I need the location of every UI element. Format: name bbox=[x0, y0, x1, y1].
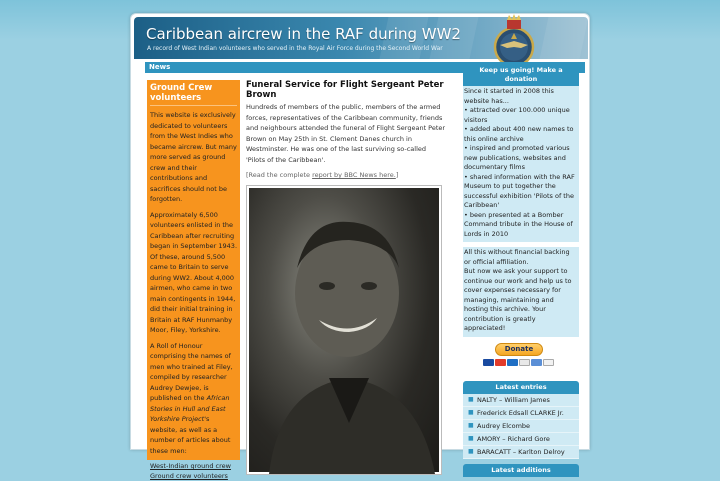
roll-of-honour-text: A Roll of Honour comprising the names of men who trained at Filey, compiled by researcher Audrey Dewjee, is published on the African Stories in Hull and East Yorkshire Project's website, as well as a number of articles about these men: bbox=[150, 341, 233, 455]
donation-box-text: Since it started in 2008 this website has... • attracted over 100.000 unique visitors • added about 400 new names to this online archive • inspired and promoted various new publications, websites and documentary films • shared information with the RAF Museum to put together the successful exhibition 'Pilots of the Caribbean' • been presented at a Bomber Command tribute in the House of Lords in 2010 bbox=[463, 86, 579, 242]
ground-crew-intro: This website is exclusively dedicated to volunteers from the West Indies who became aircrew. But many more served as ground crew and their contributions and sacrifices should not be forgotten. bbox=[150, 111, 237, 203]
ground-crew-volunteers-link[interactable]: Ground crew volunteers bbox=[150, 472, 228, 480]
payment-cards-icon bbox=[483, 359, 554, 367]
latest-entry-item[interactable]: ■ AMORY – Richard Gore bbox=[463, 433, 579, 446]
ground-crew-sidebar bbox=[147, 80, 240, 480]
latest-entries-list bbox=[463, 394, 579, 459]
right-sidebar bbox=[463, 64, 579, 474]
latest-entries-heading: Latest entries bbox=[463, 381, 579, 394]
donate-widget bbox=[463, 341, 579, 377]
site-title[interactable]: Caribbean aircrew in the RAF during WW2 bbox=[146, 25, 461, 43]
ground-crew-heading: Ground Crew volunteers bbox=[150, 83, 237, 106]
donate-button[interactable]: Donate bbox=[495, 343, 543, 356]
latest-entry-item[interactable]: ■ Frederick Edsall CLARKE Jr. bbox=[463, 407, 579, 420]
latest-additions-heading: Latest additions bbox=[463, 464, 579, 477]
donation-appeal: All this without financial backing or official affiliation. But now we ask your support to continue our work and help us to cover expenses necessary for managing, maintaining and hosting this archive. Your contribution is greatly appreciated! bbox=[463, 247, 579, 337]
portrait-photo bbox=[246, 185, 442, 475]
page-container bbox=[130, 13, 590, 480]
read-more: [Read the complete report by BBC News here.] bbox=[246, 171, 399, 179]
latest-entry-item[interactable]: ■ NALTY – William James bbox=[463, 394, 579, 407]
bbc-report-link[interactable]: report by BBC News here. bbox=[312, 171, 396, 179]
post-body: Hundreds of members of the public, members of the armed forces, representatives of the Caribbean community, friends and neighbours attended the funeral of Flight Sergeant Peter Brown on May 25th in St. Clement Danes church in Westminster. He was one of the last surviving so-called 'Pilots of the Caribbean'. bbox=[246, 103, 446, 164]
latest-entry-item[interactable]: ■ Audrey Elcombe bbox=[463, 420, 579, 433]
post-title[interactable]: Funeral Service for Flight Sergeant Peter Brown bbox=[246, 80, 444, 100]
west-indian-ground-crew-link[interactable]: West-Indian ground crew bbox=[150, 462, 231, 470]
main-content bbox=[246, 80, 446, 460]
raf-badge-icon bbox=[491, 14, 537, 69]
portrait-image-icon bbox=[249, 188, 441, 474]
ground-crew-volunteers-text: Approximately 6,500 volunteers enlisted in the Caribbean after recruiting began in September 1943. Of these, around 5,500 came to Britain to serve during WW2. About 4,000 airmen, who came in two main contingents in 1944, did their initial training in Britain at RAF Hunmanby Moor, Filey, Yorkshire. bbox=[150, 210, 238, 334]
donation-box-heading: Keep us going! Make a donation bbox=[463, 64, 579, 86]
news-tab[interactable]: News bbox=[145, 62, 585, 73]
latest-entry-item[interactable]: ■ BARACATT – Karlton Delroy bbox=[463, 446, 579, 459]
site-subtitle: A record of West Indian volunteers who served in the Royal Air Force during the Second World War bbox=[147, 45, 443, 52]
